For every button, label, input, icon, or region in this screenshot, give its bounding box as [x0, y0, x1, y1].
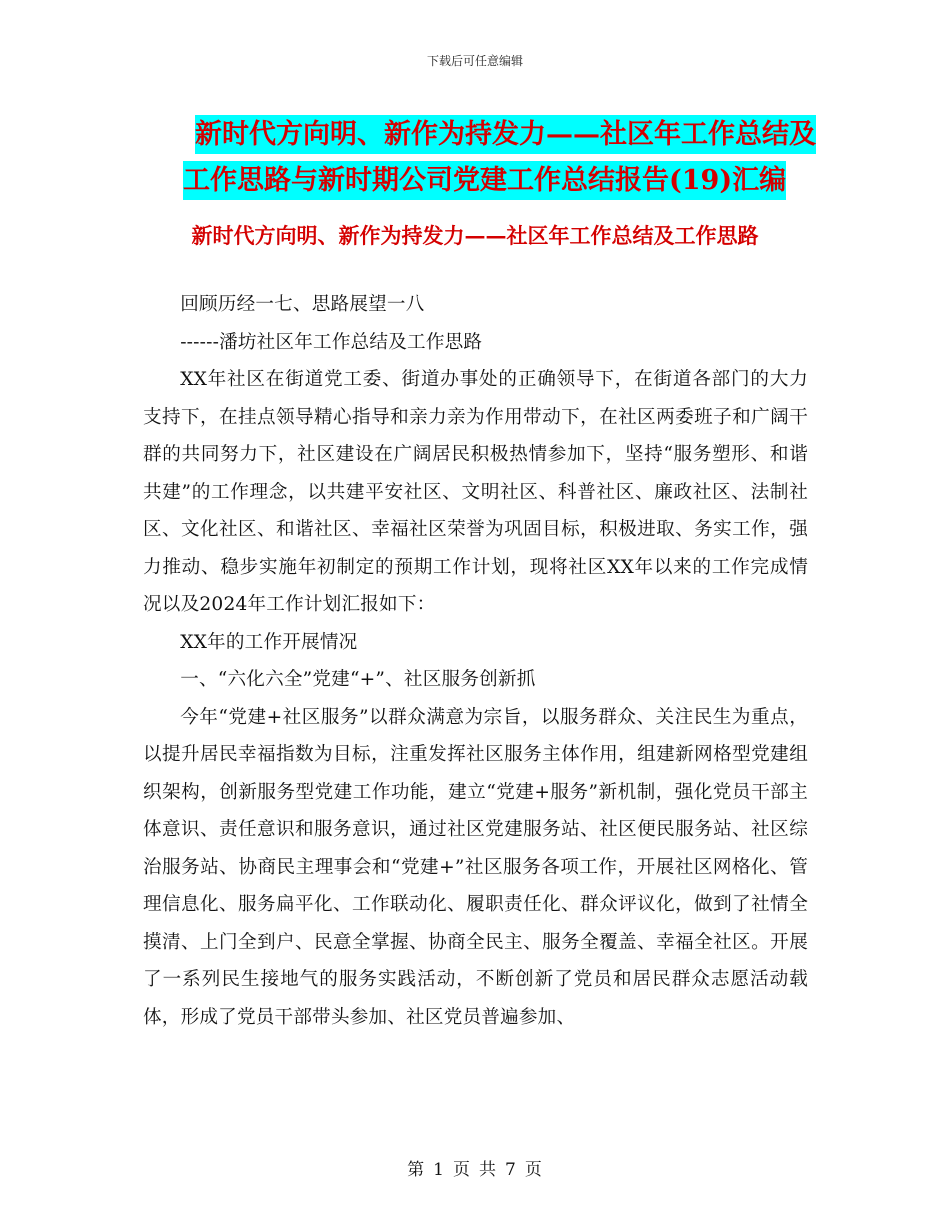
document-body — [143, 286, 808, 1036]
page-label-mid: 页 — [453, 1160, 471, 1180]
document-title-line-1: 新时代方向明、新作为持发力——社区年工作总结及 — [195, 115, 816, 154]
paragraph: XX年的工作开展情况 — [180, 631, 358, 653]
document-title-line-2: 工作思路与新时期公司党建工作总结报告(19)汇编 — [183, 161, 786, 200]
page-label-suffix: 页 — [524, 1160, 543, 1180]
section-title: 新时代方向明、新作为持发力——社区年工作总结及工作思路 — [191, 223, 759, 248]
paragraph: 一、“六化六全”党建“+”、社区服务创新抓 — [180, 669, 536, 690]
page-current: 1 — [433, 1160, 445, 1180]
page-header: 下载后可任意编辑 — [426, 54, 523, 68]
paragraph: 回顾历经一七、思路展望一八 — [180, 294, 425, 315]
page-footer — [0, 1155, 950, 1180]
page-label-total-prefix: 共 — [479, 1160, 497, 1180]
paragraph: ------潘坊社区年工作总结及工作思路 — [180, 331, 483, 353]
document-title — [183, 112, 823, 204]
paragraph: XX年社区在街道党工委、街道办事处的正确领导下，在街道各部门的大力支持下，在挂点领导精心指导和亲力亲为作用带动下，在社区两委班子和广阔干群的共同努力下，社区建设在广阔居民积极热情参加下，坚持“服务塑形、和谐共建”的工作理念，以共建平安社区、文明社区、科普社区、廉政社区、法制社区、文化社区、和谐社区、幸福社区荣誉为巩固目标，积极进取、务实工作，强力推动、稳步实施年初制定的预期工作计划，现将社区XX年以来的工作完成情况以及2024年工作计划汇报如下： — [143, 369, 808, 615]
page-label-prefix: 第 — [407, 1160, 426, 1180]
page-total: 7 — [505, 1160, 517, 1180]
paragraph: 今年“党建+社区服务”以群众满意为宗旨，以服务群众、关注民生为重点，以提升居民幸福指数为目标，注重发挥社区服务主体作用，组建新网格型党建组织架构，创新服务型党建工作功能，建立“党建+服务”新机制，强化党员干部主体意识、责任意识和服务意识，通过社区党建服务站、社区便民服务站、社区综治服务站、协商民主理事会和“党建+”社区服务各项工作，开展社区网格化、管理信息化、服务扁平化、工作联动化、履职责任化、群众评议化，做到了社情全摸清、上门全到户、民意全掌握、协商全民主、服务全覆盖、幸福全社区。开展了一系列民生接地气的服务实践活动，不断创新了党员和居民群众志愿活动载体，形成了党员干部带头参加、社区党员普遍参加、 — [143, 706, 808, 1028]
